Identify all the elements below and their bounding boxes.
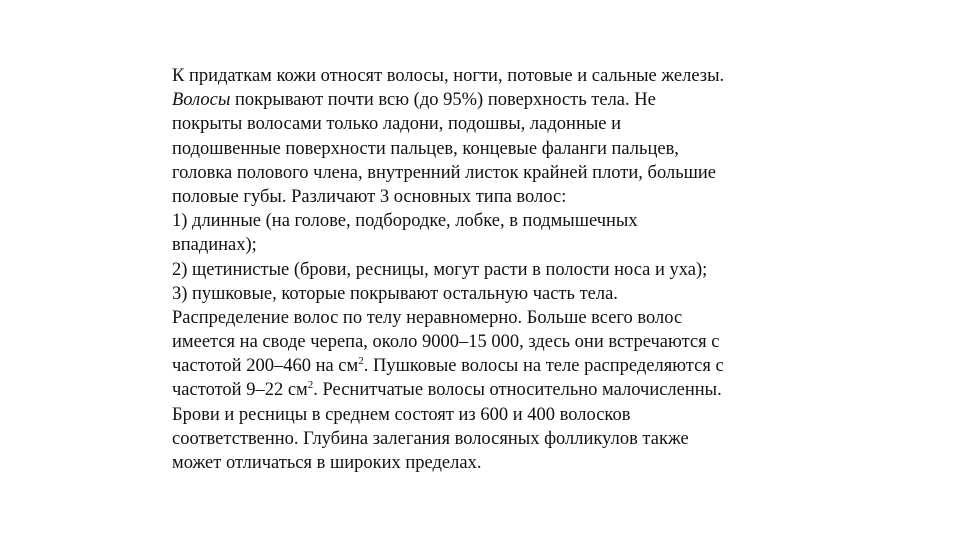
text-line: головка полового члена, внутренний листок крайней плоти, большие xyxy=(172,162,716,183)
list-item-continuation: впадинах); xyxy=(172,235,257,256)
text-line: подошвенные поверхности пальцев, концевые фаланги пальцев, xyxy=(172,138,679,159)
text-line: Распределение волос по телу неравномерно. Больше всего волос xyxy=(172,307,683,328)
text-line: имеется на своде черепа, около 9000–15 000, здесь они встречаются с xyxy=(172,332,720,353)
list-item: 1) длинные (на голове, подбородке, лобке, в подмышечных xyxy=(172,211,638,232)
text-line: К придаткам кожи относят волосы, ногти, потовые и сальные железы. xyxy=(172,66,725,86)
list-item: 2) щетинистые (брови, ресницы, могут расти в полости носа и уха); xyxy=(172,259,708,280)
text-line: покрыты волосами только ладони, подошвы, ладонные и xyxy=(172,114,622,135)
text-line: частотой 200–460 на $см^2$. Пушковые волосы на теле распределяются с xyxy=(172,355,724,377)
text-line: половые губы. Различают 3 основных типа волос: xyxy=(172,186,567,207)
text-line: Брови и ресницы в среднем состоят из 600 и 400 волосков xyxy=(172,404,631,425)
text-line: соответственно. Глубина залегания волосяных фолликулов также xyxy=(172,428,689,449)
emphasis-term: Волосы xyxy=(172,90,231,111)
body-text xyxy=(172,64,792,475)
superscript: 2 xyxy=(358,355,364,368)
text-line: Волосы покрывают почти всю (до 95%) поверхность тела. Не xyxy=(172,90,656,111)
text-line: частотой 9–22 $см^2$. Реснитчатые волосы относительно малочисленны. xyxy=(172,379,722,401)
superscript: 2 xyxy=(307,379,314,392)
list-item: 3) пушковые, которые покрывают остальную часть тела. xyxy=(172,283,618,304)
text-line: может отличаться в широких пределах. xyxy=(172,453,482,473)
